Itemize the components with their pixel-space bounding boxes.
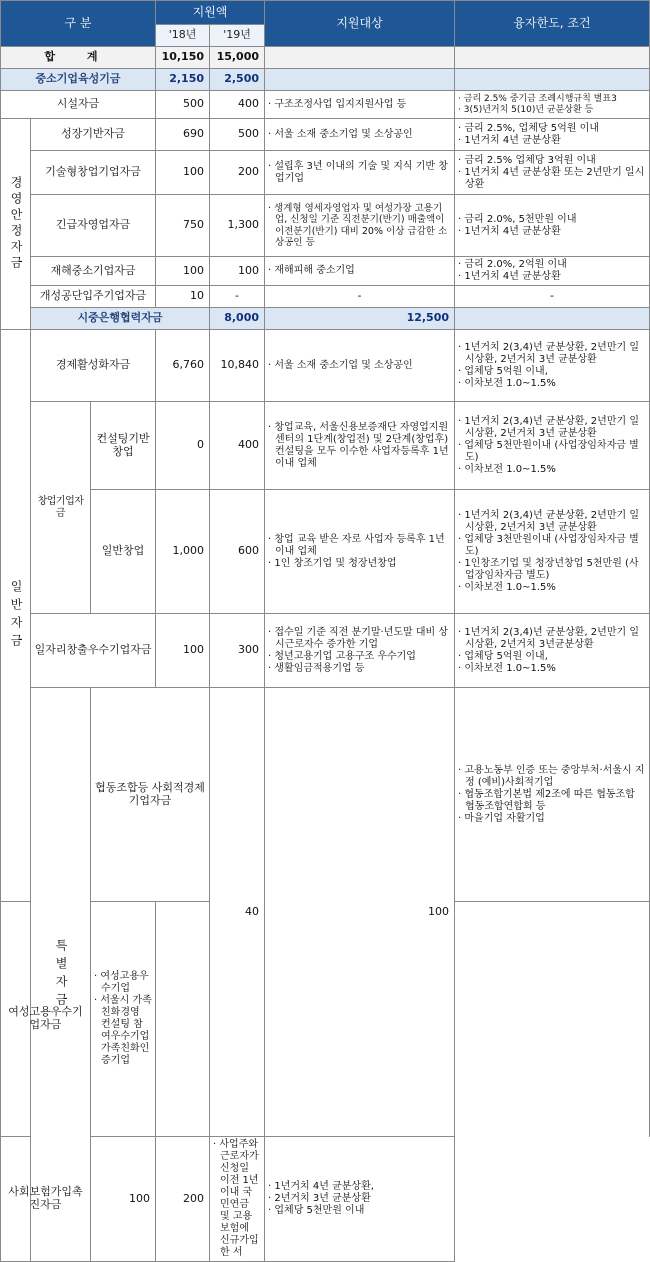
cond-line: · 이차보전 1.0~1.5% [458, 581, 556, 593]
cond-line: · 1년거치 4년 균분상환 [458, 225, 561, 237]
row-condition [455, 330, 650, 402]
row-social-insurance [1, 1137, 650, 1262]
cond-line: · 1년거치 4년 균분상환 [458, 271, 561, 282]
row-y18: 750 [156, 195, 210, 257]
row-y18: 500 [156, 91, 210, 119]
cond-line: · 업체당 5억원 이내, [458, 365, 548, 377]
cond-line: · 업체당 5천만원 이내 [268, 1205, 365, 1216]
row-target [91, 902, 156, 1137]
target-line: · 창업교육, 서울신용보증재단 자영업지원센터의 1단계(창업전) 및 2단계(창업후) 컨설팅을 모두 이수한 사업자등록후 1년 이내 업체 [268, 421, 449, 469]
section-sme-y19: 2,500 [210, 69, 265, 91]
section-row-sme [1, 69, 650, 91]
row-name: 협동조합등 사회적경제기업자금 [91, 688, 210, 902]
header-support-amount: 지원액 [156, 1, 265, 25]
total-y19: 15,000 [210, 47, 265, 69]
row-y18: 100 [91, 1137, 156, 1262]
row-name: 사회보험가입촉진자금 [1, 1137, 91, 1262]
row-condition [455, 257, 650, 286]
row-tech-startup [1, 151, 650, 195]
target-line: · 마을기업 자활기업 [458, 812, 545, 824]
row-name: 기술형창업기업자금 [31, 151, 156, 195]
row-facility [1, 91, 650, 119]
target-line: · 접수일 기준 직전 분기말·년도말 대비 상시근로자수 증가한 기업 [268, 626, 449, 650]
group-general-label: 일반자금 [9, 579, 24, 652]
row-complex [1, 286, 650, 308]
row-y19: 1,300 [210, 195, 265, 257]
row-economy [1, 330, 650, 402]
target-line: · 재해피해 중소기업 [268, 265, 355, 276]
row-y19: 400 [210, 91, 265, 119]
row-y18: 690 [156, 119, 210, 151]
row-target [265, 490, 455, 614]
target-line: · 1인 창조기업 및 청장년창업 [268, 557, 397, 569]
row-target [265, 402, 455, 490]
cond-line: · 이차보전 1.0~1.5% [458, 463, 556, 475]
row-target [455, 688, 650, 902]
total-label: 합 계 [1, 47, 156, 69]
cond-line: · 1년거치 2(3,4)년 균분상환, 2년만기 일시상환, 2년거치 3년 균분상환 [458, 415, 639, 439]
row-y19: 100 [210, 257, 265, 286]
row-condition [455, 402, 650, 490]
section-bank-label: 시중은행협력자금 [31, 308, 210, 330]
target-line: · 생계형 영세자영업자 및 여성가장 고용기업, 신청일 기준 직전분기(반기) 매출액이 이전분기(반기) 대비 20% 이상 급감한 소상공인 등 [268, 202, 448, 248]
row-general-startup [1, 490, 650, 614]
row-condition [455, 614, 650, 688]
row-y18: 10 [156, 286, 210, 308]
cond-line: · 1년거치 2(3,4)년 균분상환, 2년만기 일시상환, 2년거치 3년 균분상환 [458, 509, 639, 533]
target-line: · 여성고용우수기업 [94, 971, 149, 994]
cond-line: · 2년거치 3년 균분상환 [268, 1193, 371, 1204]
row-name: 긴급자영업자금 [31, 195, 156, 257]
row-y19: 400 [210, 402, 265, 490]
cond-line: · 1년거치 4년 균분상환 [458, 134, 561, 146]
target-line: · 서울 소재 중소기업 및 소상공인 [268, 359, 413, 371]
cond-line: · 1년거치 4년 균분상환, [268, 1181, 374, 1192]
cond-line: · 금리 2.5% 업체당 3억원 이내 [458, 154, 596, 166]
row-target [210, 1137, 265, 1262]
section-sme-y18: 2,150 [156, 69, 210, 91]
row-condition [455, 490, 650, 614]
row-name: 성장기반자금 [31, 119, 156, 151]
row-y19: - [210, 286, 265, 308]
row-name: 컨설팅기반창업 [91, 402, 156, 490]
row-growth [1, 119, 650, 151]
header-target: 지원대상 [265, 1, 455, 47]
row-y18: 0 [156, 402, 210, 490]
cond-line: · 1년거치 4년 균분상환 또는 2년만기 일시상환 [458, 166, 645, 190]
row-name: 여성고용우수기업자금 [1, 902, 91, 1137]
row-y18: 100 [156, 151, 210, 195]
row-y18: 40 [210, 688, 265, 1137]
row-y19: 200 [156, 1137, 210, 1262]
cond-line: · 1인창조기업 및 청장년창업 5천만원 (사업장임차자금 별도) [458, 557, 639, 581]
row-name: 시설자금 [1, 91, 156, 119]
row-target [265, 257, 455, 286]
target-line: · 협동조합기본법 제2조에 따른 협동조합 협동조합연합회 등 [458, 788, 635, 812]
row-name: 경제활성화자금 [31, 330, 156, 402]
target-line: · 고용노동부 인증 또는 중앙부처·서울시 지정 (예비)사회적기업 [458, 764, 645, 788]
row-condition [455, 151, 650, 195]
row-y19: 200 [210, 151, 265, 195]
row-y18: 100 [156, 614, 210, 688]
row-name: 개성공단입주기업자금 [31, 286, 156, 308]
row-condition [265, 1137, 455, 1262]
group-management [1, 119, 31, 330]
group-management-label: 경영안정자금 [9, 176, 24, 272]
cond-line: · 업체당 3천만원이내 (사업장임차자금 별도) [458, 533, 639, 557]
row-y19: 10,840 [210, 330, 265, 402]
target-line: · 생활임금적용기업 등 [268, 662, 365, 674]
total-row [1, 47, 650, 69]
cond-line: · 업체당 5억원 이내, [458, 650, 548, 662]
row-disaster [1, 257, 650, 286]
row-condition [455, 195, 650, 257]
target-line: · 구조조정사업 입지지원사업 등 [268, 98, 407, 110]
row-y19: 100 [265, 688, 455, 1137]
cond-line: · 금리 2.0%, 2억원 이내 [458, 259, 567, 270]
row-y19: 300 [210, 614, 265, 688]
target-line: · 서울시 가족친화경영 컨설팅 참여우수기업 가족친화인증기업 [94, 995, 152, 1066]
section-sme-label: 중소기업육성기금 [1, 69, 156, 91]
row-job-creation [1, 614, 650, 688]
row-condition: - [455, 286, 650, 308]
row-name: 일반창업 [91, 490, 156, 614]
row-condition [455, 119, 650, 151]
row-y18: 6,760 [156, 330, 210, 402]
section-row-bank [1, 308, 650, 330]
cond-line: · 금리 2.0%, 5천만원 이내 [458, 213, 577, 225]
row-target [265, 195, 455, 257]
group-startup: 창업기업자금 [31, 402, 91, 614]
row-consulting [1, 402, 650, 490]
target-line: · 서울 소재 중소기업 및 소상공인 [268, 128, 413, 140]
header-year-18: '18년 [156, 25, 210, 47]
row-target [265, 151, 455, 195]
target-line: · 사업주와 근로자가 신청일 이전 1년이내 국민연금 및 고용보험에 신규가입한 서 [213, 1139, 259, 1258]
group-special-label: 특별자금 [54, 938, 69, 1011]
cond-line: · 1년거치 2(3,4)년 균분상환, 2년만기 일시상환, 2년거치 3년 균분상환 [458, 341, 639, 365]
row-name: 재해중소기업자금 [31, 257, 156, 286]
row-y19: 600 [210, 490, 265, 614]
total-y18: 10,150 [156, 47, 210, 69]
row-y18: 100 [156, 257, 210, 286]
cond-line: · 3(5)년거치 5(10)년 균분상환 등 [458, 104, 594, 115]
row-target [265, 119, 455, 151]
section-bank-y18: 8,000 [210, 308, 265, 330]
row-y18: 1,000 [156, 490, 210, 614]
cond-line: · 금리 2.5% 중기금 조례시행규칙 별표3 [458, 93, 617, 104]
row-target [265, 91, 455, 119]
header-limit: 융자한도, 조건 [455, 1, 650, 47]
cond-line: · 이차보전 1.0~1.5% [458, 377, 556, 389]
target-line: · 설립후 3년 이내의 기술 및 지식 기반 창업기업 [268, 160, 448, 184]
group-general [1, 330, 31, 902]
target-line: · 청년고용기업 고용구조 우수기업 [268, 650, 416, 662]
row-target [265, 614, 455, 688]
row-emergency [1, 195, 650, 257]
row-name: 일자리창출우수기업자금 [31, 614, 156, 688]
row-target: - [265, 286, 455, 308]
row-target [265, 330, 455, 402]
cond-line: · 업체당 5천만원이내 (사업장임차자금 별도) [458, 439, 639, 463]
section-bank-y19: 12,500 [265, 308, 455, 330]
cond-line: · 금리 2.5%, 업체당 5억원 이내 [458, 122, 599, 134]
target-line: · 창업 교육 받은 자로 사업자 등록후 1년 이내 업체 [268, 533, 445, 557]
cond-line: · 이차보전 1.0~1.5% [458, 662, 556, 674]
row-condition [455, 91, 650, 119]
row-y19: 500 [210, 119, 265, 151]
row-coop [1, 688, 650, 902]
header-category: 구 분 [1, 1, 156, 47]
header-year-19: '19년 [210, 25, 265, 47]
cond-line: · 1년거치 2(3,4)년 균분상환, 2년만기 일시상환, 2년거치 3년균분상환 [458, 626, 639, 650]
